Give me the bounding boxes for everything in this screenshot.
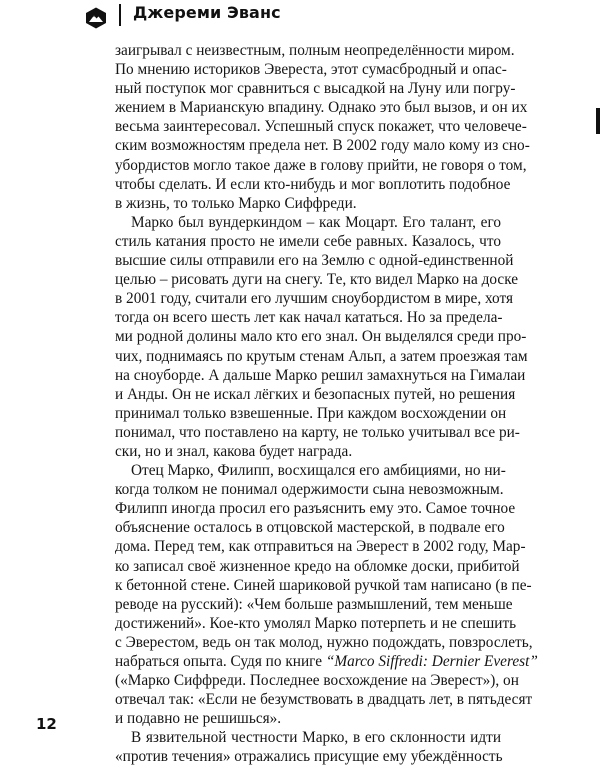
page-number: 12 <box>36 715 57 733</box>
body-text <box>115 41 538 767</box>
text-line: в жизнь, то только Марко Сиффреди. <box>115 194 357 212</box>
mountain-logo-icon <box>84 6 108 30</box>
text-line: принимал только взвешенные. При каждом восхождении он <box>115 404 507 422</box>
text-line: достижений». Кое-кто умолял Марко потерпеть и не спешить <box>115 614 517 632</box>
text-line: убордистов могло такое даже в голову прийти, не говоря о том, <box>115 156 527 174</box>
text-line: чтобы сделать. И если кто-нибудь и мог воплотить подобное <box>115 175 511 193</box>
text-fragment: набраться опыта. Судя по книге <box>115 653 326 670</box>
text-line: на сноуборде. А дальше Марко решил замахнуться на Гималаи <box>115 366 526 384</box>
book-title: “Marco Siffredi: Dernier Everest” <box>325 653 538 670</box>
text-line: и подавно не решишься». <box>115 710 282 728</box>
text-line: целью – рисовать дуги на снегу. Те, кто видел Марко на доске <box>115 271 519 289</box>
text-line: когда толком не понимал одержимости сына невозможным. <box>115 481 504 499</box>
text-line: стиль катания просто не имели себе равных. Казалось, что <box>115 232 501 250</box>
text-line: Отец Марко, Филипп, восхищался его амбициями, но ни- <box>131 462 506 480</box>
text-line: с Эверестом, ведь он так молод, нужно подождать, повзрослеть, <box>115 633 533 651</box>
text-line: высшие силы отправили его на Землю с одной-единственной <box>115 252 514 270</box>
text-line-with-title <box>115 652 538 671</box>
text-line: дома. Перед тем, как отправиться на Эверест в 2002 году, Мар- <box>115 538 526 556</box>
text-line: тогда он всего шесть лет как начал кататься. Но за предела- <box>115 309 503 327</box>
paragraph-2 <box>115 213 528 461</box>
text-line: объяснение осталось в отцовской мастерской, в подвале его <box>115 519 505 537</box>
text-line: ко записал своё жизненное кредо на обломке доски, прибитой <box>115 557 520 575</box>
text-line: Филипп иногда просил его разъяснить ему это. Самое точное <box>115 500 516 518</box>
text-line: В язвительной честности Марко, в его склонности идти <box>131 729 501 747</box>
text-line: ски, но и знал, какова будет награда. <box>115 442 353 460</box>
header-divider <box>119 4 121 26</box>
paragraph-4 <box>115 728 501 766</box>
text-line: «против течения» отражались присущие ему убеждённость <box>115 748 503 766</box>
text-line: ми родной долины мало кто его знал. Он выделялся среди про- <box>115 328 527 346</box>
author-name: Джереми Эванс <box>133 3 281 22</box>
text-line: («Марко Сиффреди. Последнее восхождение на Эверест»), он <box>115 672 519 690</box>
paragraph-3 <box>115 461 538 728</box>
text-line: заигрывал с неизвестным, полным неопределённости миром. <box>115 42 515 59</box>
paragraph-1 <box>115 41 530 213</box>
text-line: Марко был вундеркиндом – как Моцарт. Его талант, его <box>131 213 501 231</box>
text-line: ским возможностям предела нет. В 2002 году мало кому из сно- <box>115 137 530 155</box>
text-line: По мнению историков Эвереста, этот сумасбродный и опас- <box>115 61 507 79</box>
text-line: чих, поднимаясь по крутым стенам Альп, а затем проезжая там <box>115 347 528 365</box>
text-line: ный поступок мог сравниться с высадкой на Луну или погру- <box>115 80 516 98</box>
text-line: к бетонной стене. Синей шариковой ручкой там написано (в пе- <box>115 576 532 594</box>
text-line: жением в Марианскую впадину. Однако это был вызов, и он их <box>115 99 528 117</box>
text-line: весьма заинтересовал. Успешный спуск покажет, что человече- <box>115 118 527 136</box>
text-line: и Анды. Он не искал лёгких и безопасных путей, но решения <box>115 385 516 403</box>
text-line: реводе на русский): «Чем больше размышлений, тем меньше <box>115 595 513 613</box>
text-line: понимал, что поставлено на карту, не только учитывал все ри- <box>115 423 520 441</box>
text-line: отвечал так: «Если не безумствовать в двадцать лет, в пятьдесят <box>115 691 533 709</box>
text-line: в 2001 году, считали его лучшим сноубордистом в мире, хотя <box>115 290 514 308</box>
edge-marker <box>596 108 600 134</box>
running-header <box>0 0 600 40</box>
